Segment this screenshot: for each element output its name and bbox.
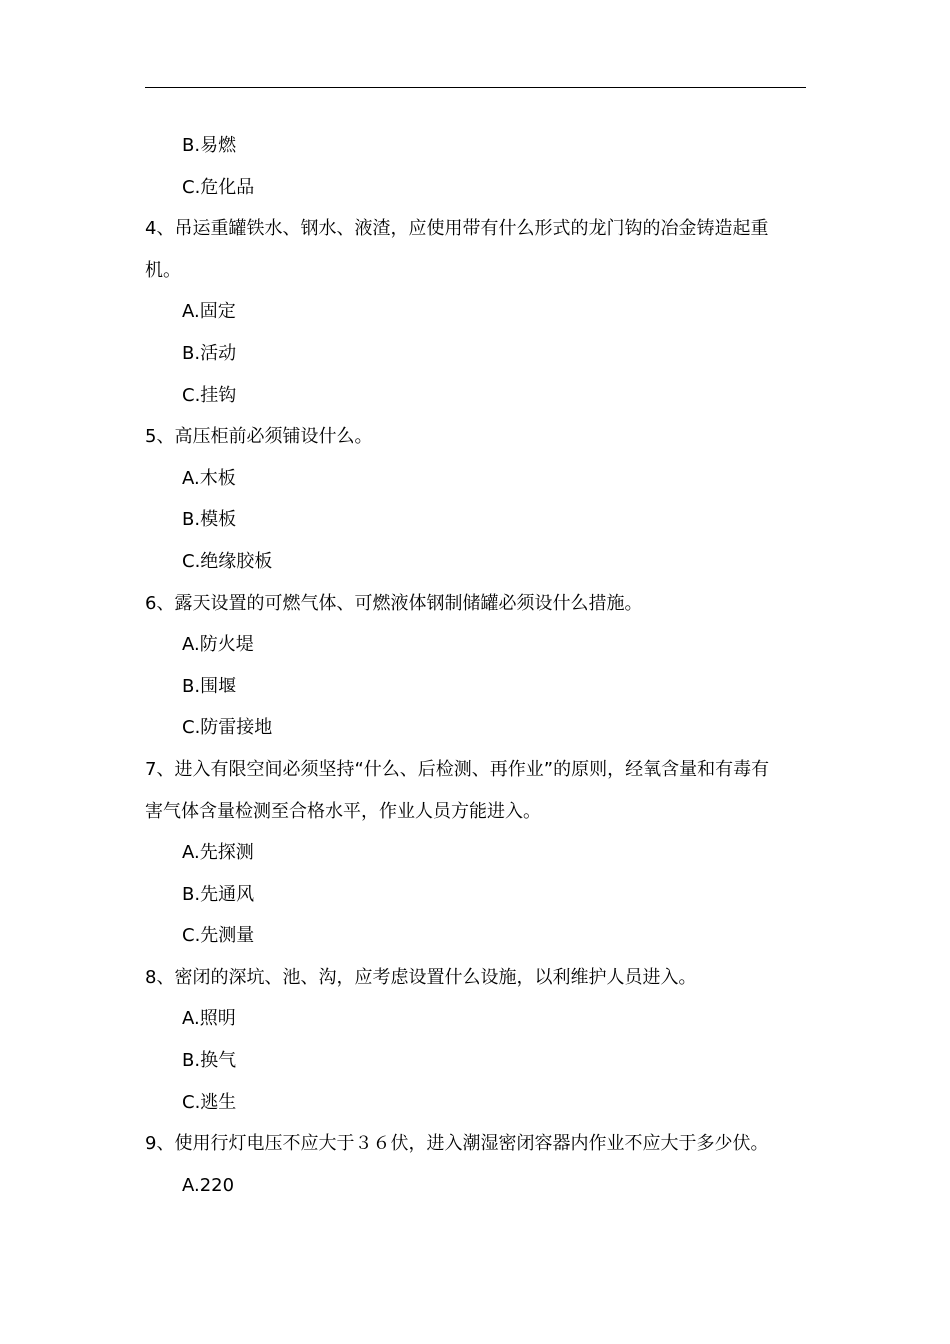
option-8c: C.逃生 [182,1091,237,1113]
option-4a: A.固定 [182,301,236,323]
option-3c: C.危化品 [182,176,255,198]
option-6a: A.防火堤 [182,634,254,656]
question-6: 6、露天设置的可燃气体、可燃液体钢制储罐必须设什么措施。 [145,592,643,614]
option-9a: A.220 [182,1174,235,1196]
question-5: 5、高压柜前必须铺设什么。 [145,426,373,448]
question-4-line-2: 机。 [145,259,181,281]
option-5a: A.木板 [182,467,236,489]
option-8a: A.照明 [182,1008,236,1030]
question-8: 8、密闭的深坑、池、沟，应考虑设置什么设施，以利维护人员进入。 [145,966,697,988]
option-4b: B.活动 [182,342,237,364]
option-4c: C.挂钩 [182,384,237,406]
question-7-line-2: 害气体含量检测至合格水平，作业人员方能进入。 [145,800,541,822]
document-body [145,125,815,1206]
option-5b: B.模板 [182,509,237,531]
option-7c: C.先测量 [182,925,255,947]
question-4-line-1: 4、吊运重罐铁水、钢水、液渣，应使用带有什么形式的龙门钩的冶金铸造起重 [145,218,769,240]
option-6b: B.围堰 [182,675,237,697]
option-7b: B.先通风 [182,883,255,905]
option-5c: C.绝缘胶板 [182,550,273,572]
question-9: 9、使用行灯电压不应大于３６伏，进入潮湿密闭容器内作业不应大于多少伏。 [145,1133,769,1155]
header-rule [145,87,806,88]
question-7-line-1: 7、进入有限空间必须坚持“什么、后检测、再作业”的原则，经氧含量和有毒有 [145,758,770,780]
option-8b: B.换气 [182,1050,237,1072]
option-7a: A.先探测 [182,842,254,864]
option-3b: B.易燃 [182,135,237,156]
option-6c: C.防雷接地 [182,717,273,739]
